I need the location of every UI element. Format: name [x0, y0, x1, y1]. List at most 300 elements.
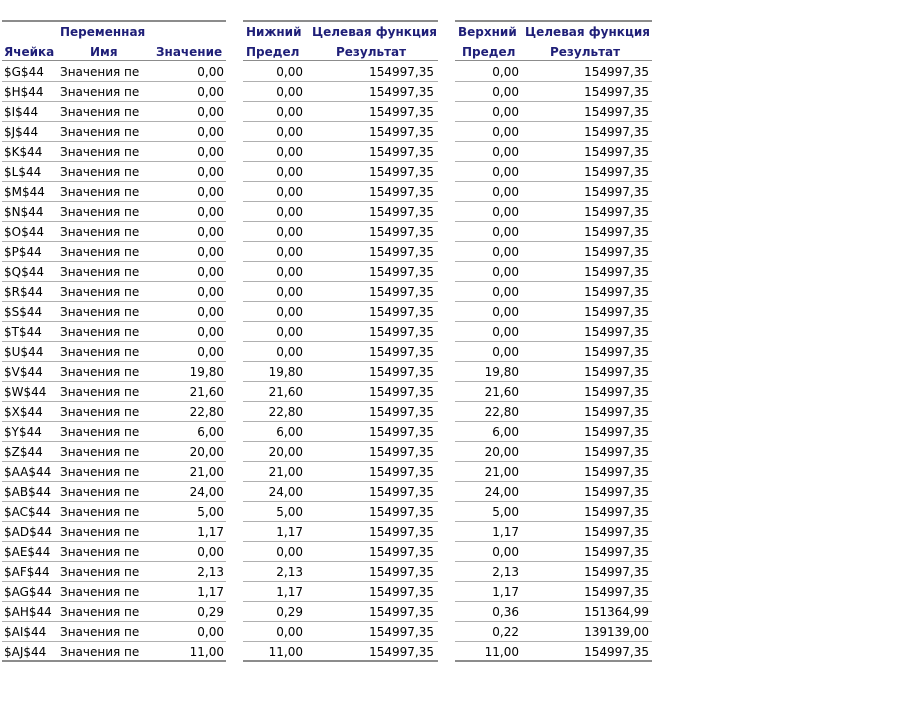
lower-target-result: 154997,35 [369, 105, 434, 119]
table-row [2, 442, 226, 462]
upper-limit-value: 0,22 [492, 625, 519, 639]
variable-name: Значения пе [60, 405, 140, 419]
lower-target-result: 154997,35 [369, 505, 434, 519]
header-lower-limit-line2: Предел [246, 45, 300, 59]
table-row [2, 282, 226, 302]
table-row [455, 242, 652, 262]
table-row [243, 122, 438, 142]
lower-target-result: 154997,35 [369, 325, 434, 339]
upper-limit-value: 0,00 [492, 145, 519, 159]
cell-ref: $AF$44 [4, 565, 50, 579]
variable-block [2, 62, 226, 662]
upper-limit-value: 0,00 [492, 225, 519, 239]
upper-target-result: 151364,99 [584, 605, 649, 619]
variable-value: 0,00 [197, 225, 224, 239]
lower-limit-value: 22,80 [268, 405, 303, 419]
lower-target-result: 154997,35 [369, 205, 434, 219]
table-row [2, 162, 226, 182]
table-row [243, 222, 438, 242]
upper-limit-value: 1,17 [492, 525, 519, 539]
variable-value: 22,80 [189, 405, 224, 419]
cell-ref: $T$44 [4, 325, 42, 339]
cell-ref: $K$44 [4, 145, 43, 159]
lower-limit-value: 0,00 [276, 185, 303, 199]
variable-value: 0,00 [197, 345, 224, 359]
upper-target-result: 154997,35 [584, 425, 649, 439]
variable-value: 24,00 [189, 485, 224, 499]
variable-name: Значения пе [60, 85, 140, 99]
variable-name: Значения пе [60, 585, 140, 599]
table-row [455, 622, 652, 642]
lower-limit-value: 6,00 [276, 425, 303, 439]
lower-target-result: 154997,35 [369, 125, 434, 139]
upper-target-result: 154997,35 [584, 525, 649, 539]
header-bottom-rule-variable [2, 60, 226, 61]
variable-value: 0,00 [197, 265, 224, 279]
upper-limit-value: 0,00 [492, 285, 519, 299]
header-target-upper-line2: Результат [550, 45, 621, 59]
lower-limit-block [243, 62, 438, 662]
lower-limit-value: 0,00 [276, 545, 303, 559]
table-row [455, 542, 652, 562]
lower-target-result: 154997,35 [369, 145, 434, 159]
upper-limit-value: 0,00 [492, 305, 519, 319]
lower-limit-value: 0,00 [276, 325, 303, 339]
lower-target-result: 154997,35 [369, 285, 434, 299]
table-row [455, 602, 652, 622]
lower-limit-value: 20,00 [268, 445, 303, 459]
upper-target-result: 154997,35 [584, 65, 649, 79]
lower-limit-value: 21,60 [268, 385, 303, 399]
lower-limit-value: 0,00 [276, 205, 303, 219]
table-row [2, 482, 226, 502]
table-row [2, 402, 226, 422]
upper-limit-value: 0,00 [492, 105, 519, 119]
table-row [455, 162, 652, 182]
table-row [243, 582, 438, 602]
variable-value: 0,00 [197, 305, 224, 319]
variable-name: Значения пе [60, 365, 140, 379]
variable-name: Значения пе [60, 345, 140, 359]
table-row [455, 582, 652, 602]
table-row [2, 502, 226, 522]
table-row [243, 422, 438, 442]
table-row [243, 642, 438, 662]
variable-value: 0,00 [197, 285, 224, 299]
variable-value: 0,00 [197, 625, 224, 639]
variable-name: Значения пе [60, 625, 140, 639]
table-row [243, 102, 438, 122]
variable-value: 21,00 [189, 465, 224, 479]
cell-ref: $AC$44 [4, 505, 51, 519]
lower-target-result: 154997,35 [369, 465, 434, 479]
variable-name: Значения пе [60, 265, 140, 279]
variable-name: Значения пе [60, 445, 140, 459]
cell-ref: $Q$44 [4, 265, 44, 279]
table-row [243, 142, 438, 162]
table-row [2, 262, 226, 282]
cell-ref: $J$44 [4, 125, 39, 139]
upper-target-result: 154997,35 [584, 445, 649, 459]
table-row [243, 82, 438, 102]
variable-value: 1,17 [197, 525, 224, 539]
upper-target-result: 154997,35 [584, 345, 649, 359]
upper-target-result: 154997,35 [584, 125, 649, 139]
lower-target-result: 154997,35 [369, 265, 434, 279]
table-row [243, 382, 438, 402]
table-row [2, 622, 226, 642]
cell-ref: $N$44 [4, 205, 44, 219]
variable-name: Значения пе [60, 245, 140, 259]
variable-name: Значения пе [60, 165, 140, 179]
upper-target-result: 154997,35 [584, 205, 649, 219]
table-row [243, 262, 438, 282]
upper-limit-value: 0,00 [492, 345, 519, 359]
table-row [243, 622, 438, 642]
table-row [455, 442, 652, 462]
lower-target-result: 154997,35 [369, 365, 434, 379]
table-row [2, 582, 226, 602]
header-rule-upper [455, 20, 652, 22]
variable-value: 0,00 [197, 85, 224, 99]
table-row [243, 502, 438, 522]
upper-limit-value: 0,00 [492, 65, 519, 79]
cell-ref: $AB$44 [4, 485, 51, 499]
upper-target-result: 154997,35 [584, 485, 649, 499]
upper-limit-value: 11,00 [484, 645, 519, 659]
variable-name: Значения пе [60, 65, 140, 79]
cell-ref: $AD$44 [4, 525, 52, 539]
variable-value: 0,00 [197, 245, 224, 259]
table-row [243, 362, 438, 382]
lower-limit-value: 2,13 [276, 565, 303, 579]
variable-value: 0,00 [197, 185, 224, 199]
upper-limit-value: 0,36 [492, 605, 519, 619]
table-row [2, 362, 226, 382]
table-row [2, 422, 226, 442]
lower-target-result: 154997,35 [369, 405, 434, 419]
variable-value: 0,00 [197, 205, 224, 219]
lower-target-result: 154997,35 [369, 425, 434, 439]
table-row [243, 62, 438, 82]
upper-target-result: 154997,35 [584, 325, 649, 339]
variable-name: Значения пе [60, 645, 140, 659]
table-row [455, 642, 652, 662]
variable-value: 0,00 [197, 165, 224, 179]
table-row [2, 302, 226, 322]
cell-ref: $AJ$44 [4, 645, 47, 659]
upper-target-result: 154997,35 [584, 405, 649, 419]
table-row [2, 562, 226, 582]
table-row [243, 442, 438, 462]
table-row [2, 602, 226, 622]
variable-name: Значения пе [60, 325, 140, 339]
upper-target-result: 154997,35 [584, 505, 649, 519]
variable-value: 0,00 [197, 325, 224, 339]
table-row [455, 342, 652, 362]
cell-ref: $AH$44 [4, 605, 52, 619]
upper-target-result: 154997,35 [584, 465, 649, 479]
header-upper-limit-line1: Верхний [458, 25, 517, 39]
variable-value: 6,00 [197, 425, 224, 439]
table-row [455, 182, 652, 202]
lower-target-result: 154997,35 [369, 625, 434, 639]
table-row [243, 182, 438, 202]
upper-target-result: 154997,35 [584, 365, 649, 379]
table-row [455, 202, 652, 222]
cell-ref: $AE$44 [4, 545, 51, 559]
table-row [455, 502, 652, 522]
upper-target-result: 154997,35 [584, 565, 649, 579]
lower-target-result: 154997,35 [369, 585, 434, 599]
variable-value: 1,17 [197, 585, 224, 599]
variable-name: Значения пе [60, 525, 140, 539]
lower-target-result: 154997,35 [369, 385, 434, 399]
upper-target-result: 154997,35 [584, 85, 649, 99]
table-row [243, 202, 438, 222]
variable-name: Значения пе [60, 125, 140, 139]
table-row [455, 122, 652, 142]
lower-target-result: 154997,35 [369, 65, 434, 79]
table-row [455, 402, 652, 422]
upper-target-result: 154997,35 [584, 645, 649, 659]
lower-target-result: 154997,35 [369, 485, 434, 499]
cell-ref: $X$44 [4, 405, 43, 419]
lower-limit-value: 0,00 [276, 165, 303, 179]
cell-ref: $R$44 [4, 285, 43, 299]
table-row [455, 82, 652, 102]
upper-limit-value: 1,17 [492, 585, 519, 599]
upper-limit-value: 0,00 [492, 185, 519, 199]
header-cell: Ячейка [4, 45, 55, 59]
upper-limit-value: 2,13 [492, 565, 519, 579]
lower-limit-value: 19,80 [268, 365, 303, 379]
upper-target-result: 154997,35 [584, 545, 649, 559]
lower-limit-value: 0,00 [276, 625, 303, 639]
cell-ref: $H$44 [4, 85, 44, 99]
variable-name: Значения пе [60, 225, 140, 239]
header-target-lower-line2: Результат [336, 45, 407, 59]
header-rule-variable [2, 20, 226, 22]
variable-value: 0,00 [197, 65, 224, 79]
table-row [2, 222, 226, 242]
upper-limit-value: 21,60 [484, 385, 519, 399]
table-row [243, 402, 438, 422]
variable-value: 5,00 [197, 505, 224, 519]
variable-value: 0,00 [197, 545, 224, 559]
lower-target-result: 154997,35 [369, 545, 434, 559]
cell-ref: $W$44 [4, 385, 47, 399]
upper-target-result: 154997,35 [584, 265, 649, 279]
table-row [243, 602, 438, 622]
lower-limit-value: 24,00 [268, 485, 303, 499]
upper-limit-value: 20,00 [484, 445, 519, 459]
cell-ref: $AA$44 [4, 465, 52, 479]
upper-target-result: 154997,35 [584, 165, 649, 179]
table-row [455, 462, 652, 482]
table-row [2, 62, 226, 82]
upper-target-result: 154997,35 [584, 225, 649, 239]
variable-name: Значения пе [60, 545, 140, 559]
upper-limit-value: 0,00 [492, 245, 519, 259]
table-row [2, 182, 226, 202]
table-row [2, 202, 226, 222]
lower-target-result: 154997,35 [369, 305, 434, 319]
header-variable-group: Переменная [60, 25, 146, 39]
lower-target-result: 154997,35 [369, 165, 434, 179]
cell-ref: $AI$44 [4, 625, 47, 639]
variable-name: Значения пе [60, 425, 140, 439]
lower-limit-value: 0,00 [276, 145, 303, 159]
upper-limit-value: 0,00 [492, 85, 519, 99]
table-row [243, 462, 438, 482]
table-row [455, 282, 652, 302]
lower-limit-value: 0,00 [276, 85, 303, 99]
variable-value: 20,00 [189, 445, 224, 459]
lower-target-result: 154997,35 [369, 605, 434, 619]
upper-limit-value: 0,00 [492, 265, 519, 279]
table-row [455, 482, 652, 502]
variable-name: Значения пе [60, 485, 140, 499]
table-row [2, 242, 226, 262]
lower-limit-value: 11,00 [268, 645, 303, 659]
table-row [455, 142, 652, 162]
upper-target-result: 154997,35 [584, 305, 649, 319]
table-row [2, 642, 226, 662]
lower-target-result: 154997,35 [369, 225, 434, 239]
lower-target-result: 154997,35 [369, 445, 434, 459]
lower-limit-value: 1,17 [276, 585, 303, 599]
cell-ref: $U$44 [4, 345, 44, 359]
lower-limit-value: 0,00 [276, 125, 303, 139]
table-row [243, 522, 438, 542]
variable-name: Значения пе [60, 285, 140, 299]
table-row [2, 102, 226, 122]
upper-limit-value: 0,00 [492, 545, 519, 559]
lower-limit-value: 0,00 [276, 345, 303, 359]
cell-ref: $M$44 [4, 185, 45, 199]
variable-name: Значения пе [60, 105, 140, 119]
table-row [455, 262, 652, 282]
header-target-upper-line1: Целевая функция [525, 25, 650, 39]
upper-target-result: 154997,35 [584, 105, 649, 119]
header-target-lower-line1: Целевая функция [312, 25, 437, 39]
variable-name: Значения пе [60, 465, 140, 479]
upper-limit-value: 21,00 [484, 465, 519, 479]
variable-value: 0,00 [197, 145, 224, 159]
lower-limit-value: 0,00 [276, 105, 303, 119]
cell-ref: $Y$44 [4, 425, 42, 439]
lower-limit-value: 0,00 [276, 65, 303, 79]
lower-limit-value: 0,00 [276, 265, 303, 279]
lower-limit-value: 0,00 [276, 285, 303, 299]
header-value: Значение [156, 45, 223, 59]
header-bottom-rule-lower [243, 60, 438, 61]
cell-ref: $G$44 [4, 65, 44, 79]
upper-target-result: 139139,00 [584, 625, 649, 639]
cell-ref: $P$44 [4, 245, 42, 259]
table-row [2, 322, 226, 342]
upper-limit-value: 5,00 [492, 505, 519, 519]
lower-target-result: 154997,35 [369, 185, 434, 199]
header-bottom-rule-upper [455, 60, 652, 61]
variable-name: Значения пе [60, 185, 140, 199]
lower-target-result: 154997,35 [369, 85, 434, 99]
variable-name: Значения пе [60, 605, 140, 619]
table-row [455, 362, 652, 382]
header-name: Имя [90, 45, 118, 59]
table-row [2, 142, 226, 162]
lower-limit-value: 0,00 [276, 305, 303, 319]
table-row [2, 122, 226, 142]
table-row [455, 302, 652, 322]
header-rule-lower [243, 20, 438, 22]
lower-target-result: 154997,35 [369, 525, 434, 539]
table-row [455, 62, 652, 82]
upper-limit-value: 19,80 [484, 365, 519, 379]
lower-target-result: 154997,35 [369, 245, 434, 259]
table-row [2, 462, 226, 482]
table-row [2, 542, 226, 562]
table-row [2, 82, 226, 102]
upper-target-result: 154997,35 [584, 385, 649, 399]
table-row [455, 522, 652, 542]
table-row [243, 342, 438, 362]
variable-value: 0,00 [197, 105, 224, 119]
cell-ref: $V$44 [4, 365, 43, 379]
upper-limit-value: 0,00 [492, 325, 519, 339]
lower-limit-value: 0,00 [276, 225, 303, 239]
upper-limit-value: 0,00 [492, 205, 519, 219]
cell-ref: $AG$44 [4, 585, 52, 599]
table-row [243, 242, 438, 262]
variable-name: Значения пе [60, 385, 140, 399]
upper-limit-value: 24,00 [484, 485, 519, 499]
upper-limit-value: 6,00 [492, 425, 519, 439]
table-row [243, 542, 438, 562]
variable-value: 0,00 [197, 125, 224, 139]
upper-target-result: 154997,35 [584, 185, 649, 199]
upper-target-result: 154997,35 [584, 145, 649, 159]
table-row [243, 302, 438, 322]
lower-target-result: 154997,35 [369, 565, 434, 579]
upper-target-result: 154997,35 [584, 285, 649, 299]
lower-limit-value: 0,00 [276, 245, 303, 259]
variable-value: 0,29 [197, 605, 224, 619]
lower-target-result: 154997,35 [369, 345, 434, 359]
table-row [243, 562, 438, 582]
upper-target-result: 154997,35 [584, 245, 649, 259]
table-row [455, 562, 652, 582]
variable-name: Значения пе [60, 505, 140, 519]
lower-limit-value: 0,29 [276, 605, 303, 619]
table-row [243, 282, 438, 302]
cell-ref: $S$44 [4, 305, 43, 319]
table-row [455, 222, 652, 242]
upper-limit-value: 22,80 [484, 405, 519, 419]
upper-limit-value: 0,00 [492, 165, 519, 179]
header-lower-limit-line1: Нижний [246, 25, 302, 39]
cell-ref: $O$44 [4, 225, 44, 239]
lower-limit-value: 5,00 [276, 505, 303, 519]
table-row [2, 382, 226, 402]
table-row [455, 382, 652, 402]
cell-ref: $I$44 [4, 105, 39, 119]
header-upper-limit-line2: Предел [462, 45, 516, 59]
table-row [2, 342, 226, 362]
upper-limit-block [455, 62, 652, 662]
variable-value: 11,00 [189, 645, 224, 659]
